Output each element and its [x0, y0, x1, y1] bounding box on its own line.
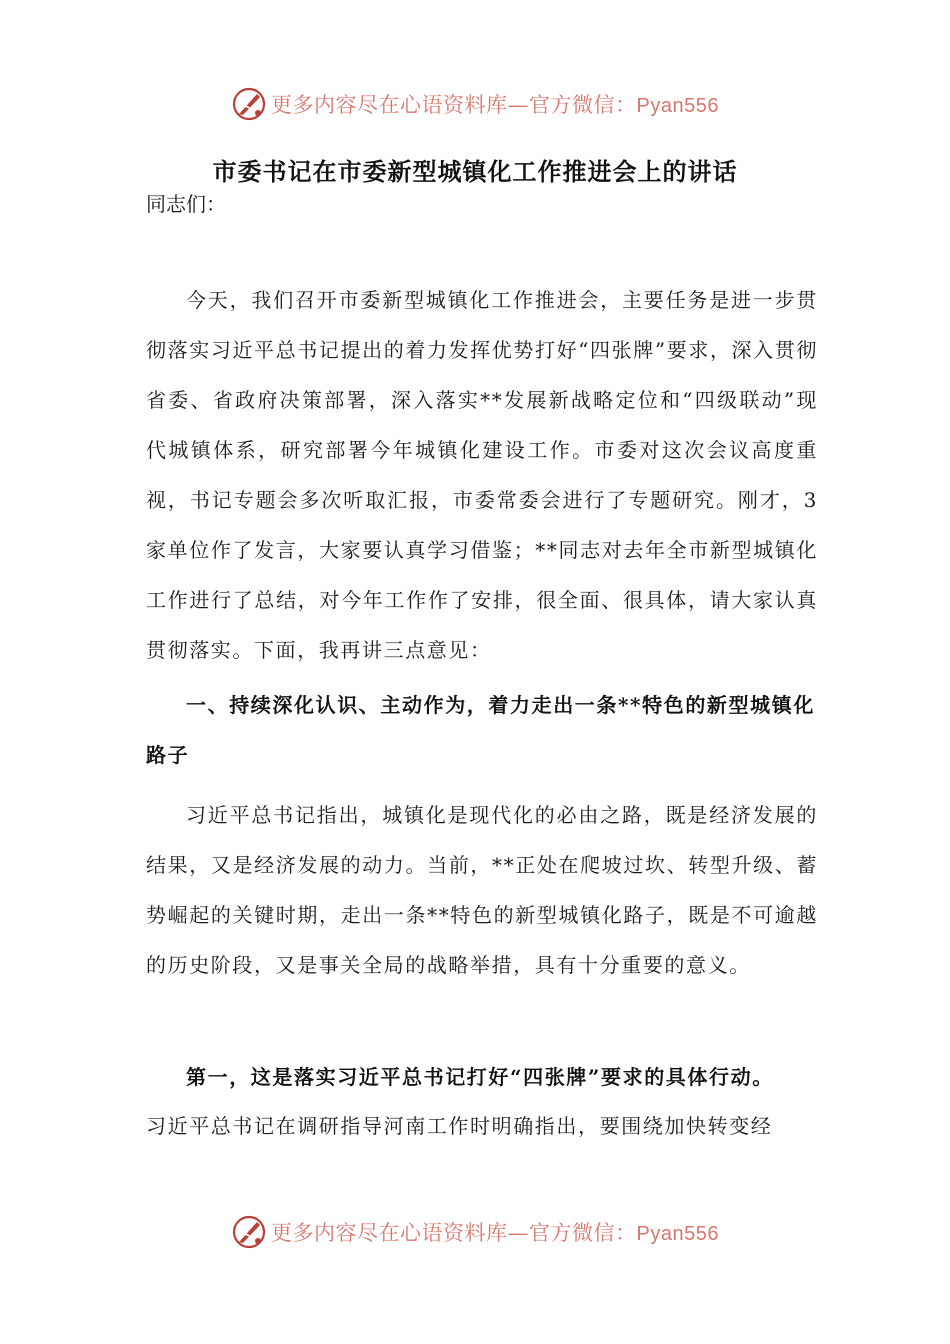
wechat-id: Pyan556	[636, 1223, 719, 1245]
section-1-heading: 一、持续深化认识、主动作为，着力走出一条**特色的新型城镇化路子	[146, 693, 815, 767]
intro-paragraph: 今天，我们召开市委新型城镇化工作推进会，主要任务是进一步贯彻落实习近平总书记提出的着力发挥优势打好“四张牌”要求，深入贯彻省委、省政府决策部署，深入落实**发展新战略定位和“四级联动”现代城镇体系，研究部署今年城镇化建设工作。市委对这次会议高度重视，书记专题会多次听取汇报，市委常委会进行了专题研究。刚才，3家单位作了发言，大家要认真学习借鉴；**同志对去年全市新型城镇化工作进行了总结，对今年工作作了安排，很全面、很具体，请大家认真贯彻落实。下面，我再讲三点意见：	[146, 288, 818, 662]
banner-text: 更多内容尽在心语资料库—官方微信：Pyan556	[271, 1221, 719, 1245]
document-title: 市委书记在市委新型城镇化工作推进会上的讲话	[212, 157, 738, 186]
point-1-heading: 第一，这是落实习近平总书记打好“四张牌”要求的具体行动。	[186, 1065, 774, 1089]
wechat-id: Pyan556	[636, 95, 719, 117]
footer-banner	[0, 1212, 950, 1252]
quill-logo-icon	[231, 86, 267, 122]
greeting: 同志们：	[146, 192, 226, 216]
header-banner	[0, 84, 950, 124]
point-1-text: 习近平总书记在调研指导河南工作时明确指出，要围绕加快转变经	[146, 1114, 773, 1138]
banner-text: 更多内容尽在心语资料库—官方微信：Pyan556	[271, 93, 719, 117]
quill-logo-icon	[231, 1214, 267, 1250]
section-1-paragraph: 习近平总书记指出，城镇化是现代化的必由之路，既是经济发展的结果，又是经济发展的动力。当前，**正处在爬坡过坎、转型升级、蓄势崛起的关键时期，走出一条**特色的新型城镇化路子，既是不可逾越的历史阶段，又是事关全局的战略举措，具有十分重要的意义。	[146, 803, 818, 977]
